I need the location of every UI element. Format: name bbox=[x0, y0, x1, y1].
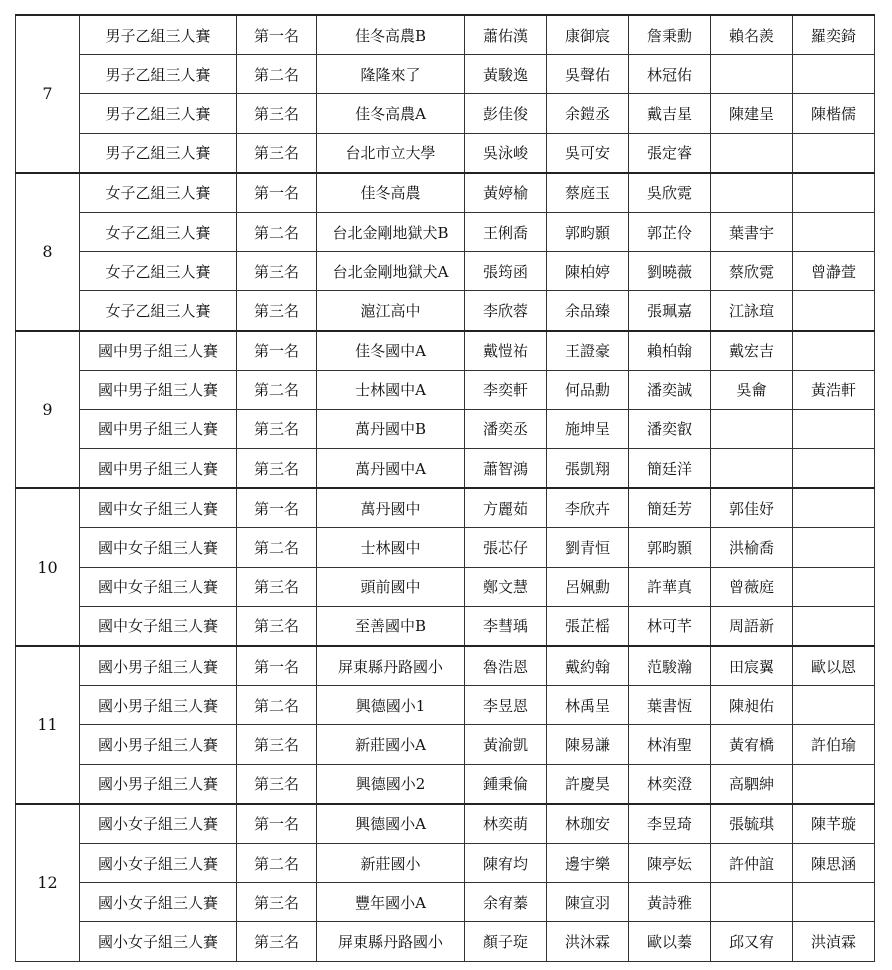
place-cell: 第三名 bbox=[237, 883, 317, 922]
table-row bbox=[16, 725, 875, 764]
member-cell bbox=[711, 133, 793, 173]
member-cell bbox=[793, 567, 875, 606]
member-cell bbox=[711, 55, 793, 94]
member-cell: 簡廷芳 bbox=[629, 488, 711, 528]
member-cell: 林奕澄 bbox=[629, 764, 711, 804]
member-cell: 陳建呈 bbox=[711, 94, 793, 133]
table-row bbox=[16, 804, 875, 844]
member-cell: 潘奕叡 bbox=[629, 409, 711, 448]
event-cell: 女子乙組三人賽 bbox=[80, 212, 237, 251]
team-cell: 佳冬國中A bbox=[317, 331, 465, 371]
event-cell: 男子乙組三人賽 bbox=[80, 133, 237, 173]
place-cell: 第三名 bbox=[237, 449, 317, 489]
member-cell: 戴宏吉 bbox=[711, 331, 793, 371]
member-cell: 潘奕丞 bbox=[465, 409, 547, 448]
member-cell: 陳昶佑 bbox=[711, 686, 793, 725]
member-cell: 劉青恒 bbox=[547, 528, 629, 567]
table-row bbox=[16, 764, 875, 804]
event-cell: 國小女子組三人賽 bbox=[80, 804, 237, 844]
member-cell: 陳柏婷 bbox=[547, 252, 629, 291]
event-cell: 國中女子組三人賽 bbox=[80, 606, 237, 646]
place-cell: 第三名 bbox=[237, 606, 317, 646]
member-cell: 李欣卉 bbox=[547, 488, 629, 528]
member-cell: 陳思涵 bbox=[793, 843, 875, 882]
table-row bbox=[16, 291, 875, 331]
member-cell: 戴愷祐 bbox=[465, 331, 547, 371]
member-cell: 王證豪 bbox=[547, 331, 629, 371]
member-cell bbox=[793, 883, 875, 922]
member-cell bbox=[793, 409, 875, 448]
place-cell: 第二名 bbox=[237, 843, 317, 882]
member-cell bbox=[793, 291, 875, 331]
member-cell: 林冠佑 bbox=[629, 55, 711, 94]
place-cell: 第二名 bbox=[237, 55, 317, 94]
group-8 bbox=[16, 173, 875, 331]
table-row bbox=[16, 409, 875, 448]
place-cell: 第一名 bbox=[237, 173, 317, 213]
event-cell: 女子乙組三人賽 bbox=[80, 173, 237, 213]
table-row bbox=[16, 331, 875, 371]
member-cell: 歐以恩 bbox=[793, 646, 875, 686]
table-row bbox=[16, 212, 875, 251]
member-cell: 許仲誼 bbox=[711, 843, 793, 882]
event-cell: 國小男子組三人賽 bbox=[80, 646, 237, 686]
member-cell: 吳聲佑 bbox=[547, 55, 629, 94]
member-cell: 鍾秉倫 bbox=[465, 764, 547, 804]
member-cell: 黃宥橋 bbox=[711, 725, 793, 764]
results-table bbox=[15, 14, 875, 962]
member-cell: 賴名羨 bbox=[711, 15, 793, 55]
table-row bbox=[16, 843, 875, 882]
group-number: 12 bbox=[16, 804, 80, 961]
place-cell: 第三名 bbox=[237, 252, 317, 291]
place-cell: 第三名 bbox=[237, 764, 317, 804]
member-cell: 鄭文慧 bbox=[465, 567, 547, 606]
member-cell bbox=[793, 133, 875, 173]
table-row bbox=[16, 55, 875, 94]
team-cell: 隆隆來了 bbox=[317, 55, 465, 94]
member-cell: 羅奕錡 bbox=[793, 15, 875, 55]
member-cell bbox=[793, 488, 875, 528]
place-cell: 第三名 bbox=[237, 133, 317, 173]
team-cell: 新莊國小 bbox=[317, 843, 465, 882]
member-cell: 李彗瑀 bbox=[465, 606, 547, 646]
member-cell: 吳可安 bbox=[547, 133, 629, 173]
event-cell: 國中男子組三人賽 bbox=[80, 409, 237, 448]
member-cell: 蔡欣霓 bbox=[711, 252, 793, 291]
member-cell: 邱又宥 bbox=[711, 922, 793, 961]
member-cell: 周語新 bbox=[711, 606, 793, 646]
member-cell: 彭佳俊 bbox=[465, 94, 547, 133]
member-cell bbox=[793, 686, 875, 725]
table-row bbox=[16, 646, 875, 686]
table-row bbox=[16, 173, 875, 213]
member-cell: 顏子琁 bbox=[465, 922, 547, 961]
member-cell bbox=[711, 173, 793, 213]
place-cell: 第二名 bbox=[237, 212, 317, 251]
team-cell: 屏東縣丹路國小 bbox=[317, 646, 465, 686]
team-cell: 新莊國小A bbox=[317, 725, 465, 764]
team-cell: 佳冬高農 bbox=[317, 173, 465, 213]
member-cell: 邊宇樂 bbox=[547, 843, 629, 882]
table-row bbox=[16, 370, 875, 409]
event-cell: 國中女子組三人賽 bbox=[80, 567, 237, 606]
member-cell: 李奕軒 bbox=[465, 370, 547, 409]
member-cell bbox=[793, 212, 875, 251]
group-number: 7 bbox=[16, 15, 80, 173]
member-cell: 許華真 bbox=[629, 567, 711, 606]
member-cell: 吳泳峻 bbox=[465, 133, 547, 173]
member-cell: 李欣蓉 bbox=[465, 291, 547, 331]
team-cell: 至善國中B bbox=[317, 606, 465, 646]
event-cell: 國中男子組三人賽 bbox=[80, 449, 237, 489]
event-cell: 國小男子組三人賽 bbox=[80, 764, 237, 804]
place-cell: 第三名 bbox=[237, 94, 317, 133]
table-row bbox=[16, 528, 875, 567]
member-cell: 蕭佑漢 bbox=[465, 15, 547, 55]
member-cell: 葉書宇 bbox=[711, 212, 793, 251]
event-cell: 國中男子組三人賽 bbox=[80, 331, 237, 371]
group-9 bbox=[16, 331, 875, 489]
table-row bbox=[16, 15, 875, 55]
place-cell: 第一名 bbox=[237, 488, 317, 528]
member-cell: 余宥蓁 bbox=[465, 883, 547, 922]
member-cell: 郭佳妤 bbox=[711, 488, 793, 528]
table-row bbox=[16, 567, 875, 606]
place-cell: 第三名 bbox=[237, 291, 317, 331]
event-cell: 女子乙組三人賽 bbox=[80, 291, 237, 331]
group-number: 11 bbox=[16, 646, 80, 804]
event-cell: 國中男子組三人賽 bbox=[80, 370, 237, 409]
table-row bbox=[16, 922, 875, 961]
member-cell: 張珮嘉 bbox=[629, 291, 711, 331]
team-cell: 台北金剛地獄犬A bbox=[317, 252, 465, 291]
member-cell: 郭畇顥 bbox=[547, 212, 629, 251]
member-cell: 曾瀞萱 bbox=[793, 252, 875, 291]
member-cell: 林禹呈 bbox=[547, 686, 629, 725]
team-cell: 豐年國小A bbox=[317, 883, 465, 922]
member-cell: 康御宸 bbox=[547, 15, 629, 55]
member-cell: 呂姵勳 bbox=[547, 567, 629, 606]
member-cell: 陳亭妘 bbox=[629, 843, 711, 882]
team-cell: 台北金剛地獄犬B bbox=[317, 212, 465, 251]
member-cell: 郭畇顥 bbox=[629, 528, 711, 567]
team-cell: 士林國中A bbox=[317, 370, 465, 409]
member-cell: 蕭智鴻 bbox=[465, 449, 547, 489]
member-cell: 黃詩雅 bbox=[629, 883, 711, 922]
member-cell: 何品勳 bbox=[547, 370, 629, 409]
event-cell: 國小男子組三人賽 bbox=[80, 686, 237, 725]
group-12 bbox=[16, 804, 875, 961]
place-cell: 第一名 bbox=[237, 804, 317, 844]
place-cell: 第二名 bbox=[237, 686, 317, 725]
place-cell: 第三名 bbox=[237, 725, 317, 764]
place-cell: 第二名 bbox=[237, 528, 317, 567]
member-cell bbox=[793, 606, 875, 646]
member-cell bbox=[711, 449, 793, 489]
member-cell: 陳芊璇 bbox=[793, 804, 875, 844]
team-cell: 屏東縣丹路國小 bbox=[317, 922, 465, 961]
table-row bbox=[16, 94, 875, 133]
event-cell: 男子乙組三人賽 bbox=[80, 15, 237, 55]
team-cell: 萬丹國中B bbox=[317, 409, 465, 448]
group-number: 10 bbox=[16, 488, 80, 646]
event-cell: 國小女子組三人賽 bbox=[80, 843, 237, 882]
member-cell: 陳宥均 bbox=[465, 843, 547, 882]
member-cell: 魯浩恩 bbox=[465, 646, 547, 686]
member-cell bbox=[793, 764, 875, 804]
member-cell: 林可芊 bbox=[629, 606, 711, 646]
member-cell: 曾薇庭 bbox=[711, 567, 793, 606]
event-cell: 國中女子組三人賽 bbox=[80, 488, 237, 528]
member-cell: 余鎧丞 bbox=[547, 94, 629, 133]
member-cell: 田宸翼 bbox=[711, 646, 793, 686]
member-cell: 高駟紳 bbox=[711, 764, 793, 804]
event-cell: 男子乙組三人賽 bbox=[80, 55, 237, 94]
team-cell: 滬江高中 bbox=[317, 291, 465, 331]
member-cell: 蔡庭玉 bbox=[547, 173, 629, 213]
member-cell bbox=[793, 173, 875, 213]
member-cell: 許伯瑜 bbox=[793, 725, 875, 764]
table-row bbox=[16, 488, 875, 528]
team-cell: 頭前國中 bbox=[317, 567, 465, 606]
member-cell bbox=[711, 883, 793, 922]
group-10 bbox=[16, 488, 875, 646]
member-cell: 許慶昊 bbox=[547, 764, 629, 804]
table-row bbox=[16, 449, 875, 489]
member-cell: 張定睿 bbox=[629, 133, 711, 173]
team-cell: 萬丹國中 bbox=[317, 488, 465, 528]
team-cell: 士林國中 bbox=[317, 528, 465, 567]
member-cell: 林珈安 bbox=[547, 804, 629, 844]
table-row bbox=[16, 606, 875, 646]
member-cell: 江詠瑄 bbox=[711, 291, 793, 331]
member-cell: 葉書恆 bbox=[629, 686, 711, 725]
member-cell: 張凱翔 bbox=[547, 449, 629, 489]
group-number: 9 bbox=[16, 331, 80, 489]
event-cell: 國小女子組三人賽 bbox=[80, 922, 237, 961]
member-cell: 潘奕誠 bbox=[629, 370, 711, 409]
team-cell: 佳冬高農A bbox=[317, 94, 465, 133]
member-cell: 黃浩軒 bbox=[793, 370, 875, 409]
member-cell bbox=[793, 528, 875, 567]
member-cell: 張筠函 bbox=[465, 252, 547, 291]
event-cell: 男子乙組三人賽 bbox=[80, 94, 237, 133]
team-cell: 萬丹國中A bbox=[317, 449, 465, 489]
member-cell: 張毓琪 bbox=[711, 804, 793, 844]
member-cell: 林奕萌 bbox=[465, 804, 547, 844]
team-cell: 興德國小2 bbox=[317, 764, 465, 804]
table-row bbox=[16, 252, 875, 291]
member-cell bbox=[793, 55, 875, 94]
member-cell: 簡廷洋 bbox=[629, 449, 711, 489]
member-cell: 戴約翰 bbox=[547, 646, 629, 686]
table-row bbox=[16, 133, 875, 173]
member-cell: 賴柏翰 bbox=[629, 331, 711, 371]
member-cell bbox=[793, 331, 875, 371]
event-cell: 女子乙組三人賽 bbox=[80, 252, 237, 291]
member-cell: 李昱恩 bbox=[465, 686, 547, 725]
member-cell: 吳龠 bbox=[711, 370, 793, 409]
table-row bbox=[16, 686, 875, 725]
event-cell: 國小男子組三人賽 bbox=[80, 725, 237, 764]
member-cell: 郭芷伶 bbox=[629, 212, 711, 251]
member-cell: 王俐喬 bbox=[465, 212, 547, 251]
member-cell: 黃渝凱 bbox=[465, 725, 547, 764]
member-cell: 歐以蓁 bbox=[629, 922, 711, 961]
member-cell: 林洧聖 bbox=[629, 725, 711, 764]
member-cell: 陳易謙 bbox=[547, 725, 629, 764]
team-cell: 興德國小A bbox=[317, 804, 465, 844]
place-cell: 第三名 bbox=[237, 922, 317, 961]
place-cell: 第三名 bbox=[237, 567, 317, 606]
member-cell bbox=[711, 409, 793, 448]
member-cell: 黃婷榆 bbox=[465, 173, 547, 213]
member-cell: 洪榆喬 bbox=[711, 528, 793, 567]
member-cell: 戴吉星 bbox=[629, 94, 711, 133]
group-11 bbox=[16, 646, 875, 804]
place-cell: 第一名 bbox=[237, 646, 317, 686]
member-cell: 李昱琦 bbox=[629, 804, 711, 844]
group-7 bbox=[16, 15, 875, 173]
team-cell: 台北市立大學 bbox=[317, 133, 465, 173]
team-cell: 佳冬高農B bbox=[317, 15, 465, 55]
table-row bbox=[16, 883, 875, 922]
member-cell: 黃駿逸 bbox=[465, 55, 547, 94]
member-cell: 范駿瀚 bbox=[629, 646, 711, 686]
member-cell: 詹秉勳 bbox=[629, 15, 711, 55]
place-cell: 第三名 bbox=[237, 409, 317, 448]
place-cell: 第二名 bbox=[237, 370, 317, 409]
member-cell: 陳宣羽 bbox=[547, 883, 629, 922]
member-cell: 張芯仔 bbox=[465, 528, 547, 567]
group-number: 8 bbox=[16, 173, 80, 331]
member-cell: 吳欣霓 bbox=[629, 173, 711, 213]
member-cell bbox=[793, 449, 875, 489]
member-cell: 劉曉薇 bbox=[629, 252, 711, 291]
team-cell: 興德國小1 bbox=[317, 686, 465, 725]
member-cell: 陳楷儒 bbox=[793, 94, 875, 133]
member-cell: 方麗茹 bbox=[465, 488, 547, 528]
place-cell: 第一名 bbox=[237, 331, 317, 371]
member-cell: 張芷榣 bbox=[547, 606, 629, 646]
member-cell: 施坤呈 bbox=[547, 409, 629, 448]
event-cell: 國中女子組三人賽 bbox=[80, 528, 237, 567]
place-cell: 第一名 bbox=[237, 15, 317, 55]
member-cell: 洪湞霖 bbox=[793, 922, 875, 961]
member-cell: 洪沐霖 bbox=[547, 922, 629, 961]
member-cell: 余品臻 bbox=[547, 291, 629, 331]
event-cell: 國小女子組三人賽 bbox=[80, 883, 237, 922]
